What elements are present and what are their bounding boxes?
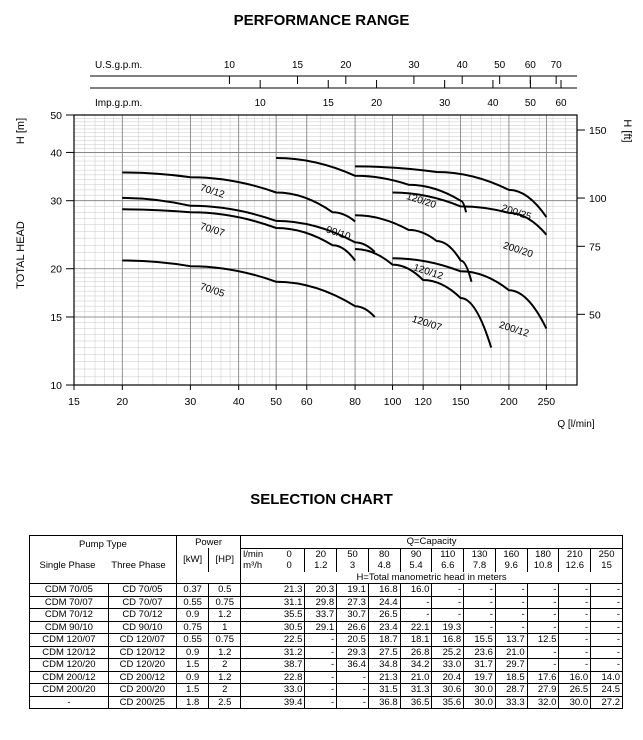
head-value-cell: 30.0 <box>464 696 496 709</box>
table-cell: 1.2 <box>209 646 241 659</box>
q-m3h-cell: 6.6 <box>432 560 464 572</box>
head-value-cell: - <box>591 646 623 659</box>
usgpm-tick-label: 50 <box>494 60 506 71</box>
selection-title: SELECTION CHART <box>250 491 393 508</box>
head-value-cell: 30.6 <box>432 684 464 697</box>
curve-label-90-10: 90/10 <box>324 224 352 243</box>
head-value-cell: 27.5 <box>368 646 400 659</box>
head-value-cell: 24.4 <box>368 596 400 609</box>
table-cell: CD 90/10 <box>108 621 176 634</box>
head-value-cell: 36.5 <box>400 696 432 709</box>
q-m3h-cell: 15 <box>591 560 623 572</box>
q-lmin-cell: 110 <box>432 548 464 560</box>
curve-label-70-05: 70/05 <box>198 281 226 300</box>
table-cell <box>241 646 274 659</box>
table-cell <box>241 684 274 697</box>
head-value-cell: - <box>559 596 591 609</box>
table-row <box>30 621 623 634</box>
q-lmin-cell: 180 <box>527 548 559 560</box>
q-m3h-cell: 1.2 <box>305 560 337 572</box>
head-value-cell: 33.7 <box>305 609 337 622</box>
head-value-cell: - <box>305 659 337 672</box>
head-value-cell: 31.1 <box>274 596 305 609</box>
q-lmin-cell: 250 <box>591 548 623 560</box>
table-cell: CD 200/25 <box>108 696 176 709</box>
curve-label-200-25: 200/25 <box>500 202 533 223</box>
table-cell <box>241 696 274 709</box>
curve-label-120-12: 120/12 <box>411 262 445 283</box>
head-value-cell: 19.3 <box>432 621 464 634</box>
head-caption: H=Total manometric head in meters <box>241 572 623 584</box>
head-value-cell: - <box>464 621 496 634</box>
table-header-row-1 <box>30 536 623 549</box>
y-right-tick-label: 150 <box>589 125 607 138</box>
head-value-cell: 22.5 <box>274 634 305 647</box>
head-value-cell: - <box>400 609 432 622</box>
q-lmin-cell: 160 <box>495 548 527 560</box>
head-value-cell: - <box>495 584 527 597</box>
head-value-cell: 36.4 <box>337 659 369 672</box>
table-cell: CD 120/12 <box>108 646 176 659</box>
head-value-cell: 29.3 <box>337 646 369 659</box>
y-left-tick-label: 40 <box>50 147 62 160</box>
y-left-tick-label: 30 <box>50 195 62 208</box>
head-value-cell: - <box>559 621 591 634</box>
head-value-cell: 38.7 <box>274 659 305 672</box>
table-row <box>30 634 623 647</box>
x-axis-label: Q [l/min] <box>557 419 595 430</box>
head-value-cell: - <box>527 609 559 622</box>
y-right-tick-label: 50 <box>589 309 601 322</box>
head-value-cell: 18.1 <box>400 634 432 647</box>
table-cell: 0.75 <box>209 596 241 609</box>
head-value-cell: 12.5 <box>527 634 559 647</box>
head-value-cell: 13.7 <box>495 634 527 647</box>
usgpm-tick-label: 40 <box>456 60 468 71</box>
q-lmin-cell: 80 <box>368 548 400 560</box>
head-value-cell: - <box>432 596 464 609</box>
table-cell: 0.55 <box>176 596 208 609</box>
lmin-label: l/min <box>241 548 274 560</box>
table-cell: 2.5 <box>209 696 241 709</box>
head-value-cell: 21.0 <box>400 671 432 684</box>
table-cell <box>241 584 274 597</box>
q-m3h-cell: 10.8 <box>527 560 559 572</box>
table-row <box>30 696 623 709</box>
head-value-cell: - <box>527 621 559 634</box>
table-cell: CD 120/20 <box>108 659 176 672</box>
head-value-cell: 33.3 <box>495 696 527 709</box>
head-value-cell: 30.5 <box>274 621 305 634</box>
table-row <box>30 584 623 597</box>
head-value-cell: - <box>559 584 591 597</box>
head-value-cell: - <box>495 621 527 634</box>
head-value-cell: 30.0 <box>464 684 496 697</box>
head-value-cell: 31.2 <box>274 646 305 659</box>
table-header-row-4 <box>30 572 623 584</box>
table-cell: CDM 90/10 <box>30 621 109 634</box>
impgpm-tick-label: 10 <box>254 98 266 109</box>
q-lmin-cell: 90 <box>400 548 432 560</box>
head-value-cell: - <box>464 596 496 609</box>
head-value-cell: - <box>305 684 337 697</box>
impgpm-tick-label: 30 <box>439 98 451 109</box>
table-cell: 1.5 <box>176 684 208 697</box>
usgpm-tick-label: 60 <box>524 60 536 71</box>
head-value-cell: - <box>527 584 559 597</box>
x-tick-label: 30 <box>184 396 197 408</box>
head-value-cell: 26.5 <box>368 609 400 622</box>
table-cell: CD 200/12 <box>108 671 176 684</box>
head-value-cell: 24.5 <box>591 684 623 697</box>
table-cell <box>241 634 274 647</box>
table-cell: 0.5 <box>209 584 241 597</box>
head-value-cell: - <box>527 596 559 609</box>
performance-title: PERFORMANCE RANGE <box>233 12 410 29</box>
x-tick-label: 80 <box>349 396 361 408</box>
usgpm-label: U.S.g.p.m. <box>95 60 143 71</box>
head-value-cell: 27.2 <box>591 696 623 709</box>
head-value-cell: - <box>591 584 623 597</box>
head-value-cell: - <box>591 596 623 609</box>
usgpm-tick-label: 20 <box>340 60 352 71</box>
q-m3h-cell: 12.6 <box>559 560 591 572</box>
table-row <box>30 609 623 622</box>
head-value-cell: 26.6 <box>337 621 369 634</box>
y-right-tick-label: 75 <box>589 241 601 254</box>
q-m3h-cell: 5.4 <box>400 560 432 572</box>
table-cell <box>241 596 274 609</box>
head-value-cell: 34.8 <box>368 659 400 672</box>
table-cell: - <box>30 696 109 709</box>
head-value-cell: 39.4 <box>274 696 305 709</box>
head-value-cell: - <box>464 609 496 622</box>
table-cell: 0.9 <box>176 646 208 659</box>
head-value-cell: 16.0 <box>559 671 591 684</box>
x-tick-label: 200 <box>500 396 518 408</box>
head-value-cell: 27.3 <box>337 596 369 609</box>
head-value-cell: 26.8 <box>400 646 432 659</box>
usgpm-tick-label: 70 <box>550 60 562 71</box>
y-left-tick-label: 15 <box>50 311 62 324</box>
hp-header: [HP] <box>209 548 241 572</box>
capacity-header: Q=Capacity <box>406 536 457 548</box>
head-value-cell: - <box>559 646 591 659</box>
head-value-cell: - <box>337 696 369 709</box>
table-cell: 2 <box>209 659 241 672</box>
table-row <box>30 659 623 672</box>
performance-chart <box>0 40 643 440</box>
curve-label-120-20: 120/20 <box>404 191 438 212</box>
table-cell: 1.2 <box>209 671 241 684</box>
head-value-cell: 30.0 <box>559 696 591 709</box>
q-m3h-cell: 7.8 <box>464 560 496 572</box>
table-row <box>30 684 623 697</box>
table-cell: CDM 70/12 <box>30 609 109 622</box>
head-value-cell: - <box>591 659 623 672</box>
table-cell: CD 70/07 <box>108 596 176 609</box>
head-value-cell: 18.7 <box>368 634 400 647</box>
table-cell: 0.37 <box>176 584 208 597</box>
head-value-cell: 29.1 <box>305 621 337 634</box>
head-value-cell: 31.5 <box>368 684 400 697</box>
table-cell: CDM 120/07 <box>30 634 109 647</box>
head-value-cell: 23.4 <box>368 621 400 634</box>
head-value-cell: 32.0 <box>527 696 559 709</box>
head-value-cell: 31.3 <box>400 684 432 697</box>
head-value-cell: - <box>559 659 591 672</box>
head-value-cell: 14.0 <box>591 671 623 684</box>
head-value-cell: - <box>559 634 591 647</box>
head-value-cell: 19.7 <box>464 671 496 684</box>
head-value-cell: - <box>337 671 369 684</box>
table-cell: 0.9 <box>176 671 208 684</box>
head-value-cell: 31.7 <box>464 659 496 672</box>
table-cell: 1.5 <box>176 659 208 672</box>
curve-label-200-20: 200/20 <box>501 240 535 261</box>
power-header: Power <box>176 536 240 549</box>
usgpm-tick-label: 15 <box>291 60 304 71</box>
head-value-cell: - <box>464 584 496 597</box>
table-cell: CDM 120/20 <box>30 659 109 672</box>
table-cell: 1.8 <box>176 696 208 709</box>
head-value-cell: - <box>527 646 559 659</box>
head-value-cell: - <box>337 684 369 697</box>
table-cell: CD 70/05 <box>108 584 176 597</box>
q-lmin-cell: 20 <box>305 548 337 560</box>
head-value-cell: 22.8 <box>274 671 305 684</box>
x-tick-label: 120 <box>414 396 432 408</box>
head-value-cell: 19.1 <box>337 584 369 597</box>
head-value-cell: 16.8 <box>432 634 464 647</box>
impgpm-label: Imp.g.p.m. <box>95 98 143 109</box>
table-cell: 2 <box>209 684 241 697</box>
table-cell: 0.9 <box>176 609 208 622</box>
impgpm-tick-label: 50 <box>524 98 536 109</box>
head-value-cell: 30.7 <box>337 609 369 622</box>
impgpm-tick-label: 40 <box>487 98 499 109</box>
curve-label-200-12: 200/12 <box>497 319 531 340</box>
y-left-tick-label: 50 <box>50 110 62 122</box>
q-m3h-cell: 0 <box>286 560 292 572</box>
head-value-cell: 26.5 <box>559 684 591 697</box>
table-cell: CDM 120/12 <box>30 646 109 659</box>
head-value-cell: - <box>527 659 559 672</box>
usgpm-tick-label: 30 <box>408 60 420 71</box>
head-value-cell: 20.3 <box>305 584 337 597</box>
head-value-cell: 21.3 <box>274 584 305 597</box>
table-cell <box>241 609 274 622</box>
q-m3h-cell: 4.8 <box>368 560 400 572</box>
head-value-cell: - <box>559 609 591 622</box>
table-cell: 0.75 <box>176 621 208 634</box>
y-axis-label: TOTAL HEAD <box>15 221 27 289</box>
q-m3h-cell: 3 <box>337 560 369 572</box>
q-m3h-cell: 9.6 <box>495 560 527 572</box>
table-cell: CDM 70/05 <box>30 584 109 597</box>
y-left-tick-label: 20 <box>50 263 62 276</box>
head-value-cell: 21.0 <box>495 646 527 659</box>
curve-label-120-07: 120/07 <box>410 313 443 334</box>
head-value-cell: - <box>432 609 464 622</box>
x-tick-label: 40 <box>232 396 245 408</box>
head-value-cell: 33.0 <box>274 684 305 697</box>
impgpm-tick-label: 20 <box>370 98 383 109</box>
y-left-tick-label: 10 <box>50 380 62 392</box>
head-value-cell: 28.7 <box>495 684 527 697</box>
kw-header: [kW] <box>176 548 208 572</box>
head-value-cell: 20.4 <box>432 671 464 684</box>
head-value-cell: 17.6 <box>527 671 559 684</box>
curve-label-70-07: 70/07 <box>198 221 226 240</box>
table-cell: 0.55 <box>176 634 208 647</box>
head-value-cell: 22.1 <box>400 621 432 634</box>
head-value-cell: 29.8 <box>305 596 337 609</box>
y-right-unit: H [ft] <box>621 119 633 143</box>
x-tick-label: 150 <box>451 396 470 408</box>
usgpm-tick-label: 10 <box>223 60 235 71</box>
table-cell: CDM 200/20 <box>30 684 109 697</box>
table-cell <box>241 671 274 684</box>
m3h-label: m³/h <box>243 560 263 572</box>
table-cell: CD 120/07 <box>108 634 176 647</box>
head-value-cell: 16.8 <box>368 584 400 597</box>
table-cell: 0.75 <box>209 634 241 647</box>
head-value-cell: - <box>305 634 337 647</box>
y-left-unit: H [m] <box>15 117 27 145</box>
head-value-cell: 35.5 <box>274 609 305 622</box>
head-value-cell: 20.5 <box>337 634 369 647</box>
head-value-cell: 34.2 <box>400 659 432 672</box>
curve-label-70-12: 70/12 <box>198 182 226 201</box>
head-value-cell: - <box>591 609 623 622</box>
table-cell: CDM 200/12 <box>30 671 109 684</box>
pump-type-header: Pump Type Single Phase Three Phase <box>30 536 177 572</box>
table-row <box>30 596 623 609</box>
table-cell <box>241 621 274 634</box>
q-lmin-cell: 50 <box>337 548 369 560</box>
head-value-cell: 27.9 <box>527 684 559 697</box>
impgpm-tick-label: 15 <box>322 98 334 109</box>
head-value-cell: 33.0 <box>432 659 464 672</box>
table-cell: 1.2 <box>209 609 241 622</box>
table-row <box>30 646 623 659</box>
head-value-cell: - <box>400 596 432 609</box>
table-cell: 1 <box>209 621 241 634</box>
head-value-cell: - <box>305 646 337 659</box>
head-value-cell: 18.5 <box>495 671 527 684</box>
selection-table <box>29 535 623 709</box>
head-value-cell: 15.5 <box>464 634 496 647</box>
head-value-cell: - <box>305 696 337 709</box>
q-lmin-cell: 0 <box>274 548 305 560</box>
head-value-cell: 16.0 <box>400 584 432 597</box>
x-tick-label: 15 <box>68 396 80 408</box>
x-tick-label: 60 <box>300 396 313 408</box>
head-value-cell: 35.6 <box>432 696 464 709</box>
head-value-cell: 29.7 <box>495 659 527 672</box>
x-tick-label: 50 <box>270 396 282 408</box>
head-value-cell: 23.6 <box>464 646 496 659</box>
head-value-cell: 36.8 <box>368 696 400 709</box>
y-right-tick-label: 100 <box>589 193 607 206</box>
q-lmin-cell: 210 <box>559 548 591 560</box>
head-value-cell: 21.3 <box>368 671 400 684</box>
table-cell <box>241 659 274 672</box>
head-value-cell: 25.2 <box>432 646 464 659</box>
impgpm-tick-label: 60 <box>555 98 567 109</box>
head-value-cell: - <box>305 671 337 684</box>
table-row <box>30 671 623 684</box>
table-cell: CD 70/12 <box>108 609 176 622</box>
table-cell: CD 200/20 <box>108 684 176 697</box>
x-tick-label: 250 <box>537 396 556 408</box>
head-value-cell: - <box>495 609 527 622</box>
x-tick-label: 20 <box>116 396 129 408</box>
x-tick-label: 100 <box>383 396 402 408</box>
table-cell: CDM 70/07 <box>30 596 109 609</box>
head-value-cell: - <box>432 584 464 597</box>
q-lmin-cell: 130 <box>464 548 496 560</box>
head-value-cell: - <box>591 621 623 634</box>
head-value-cell: - <box>495 596 527 609</box>
head-value-cell: - <box>591 634 623 647</box>
